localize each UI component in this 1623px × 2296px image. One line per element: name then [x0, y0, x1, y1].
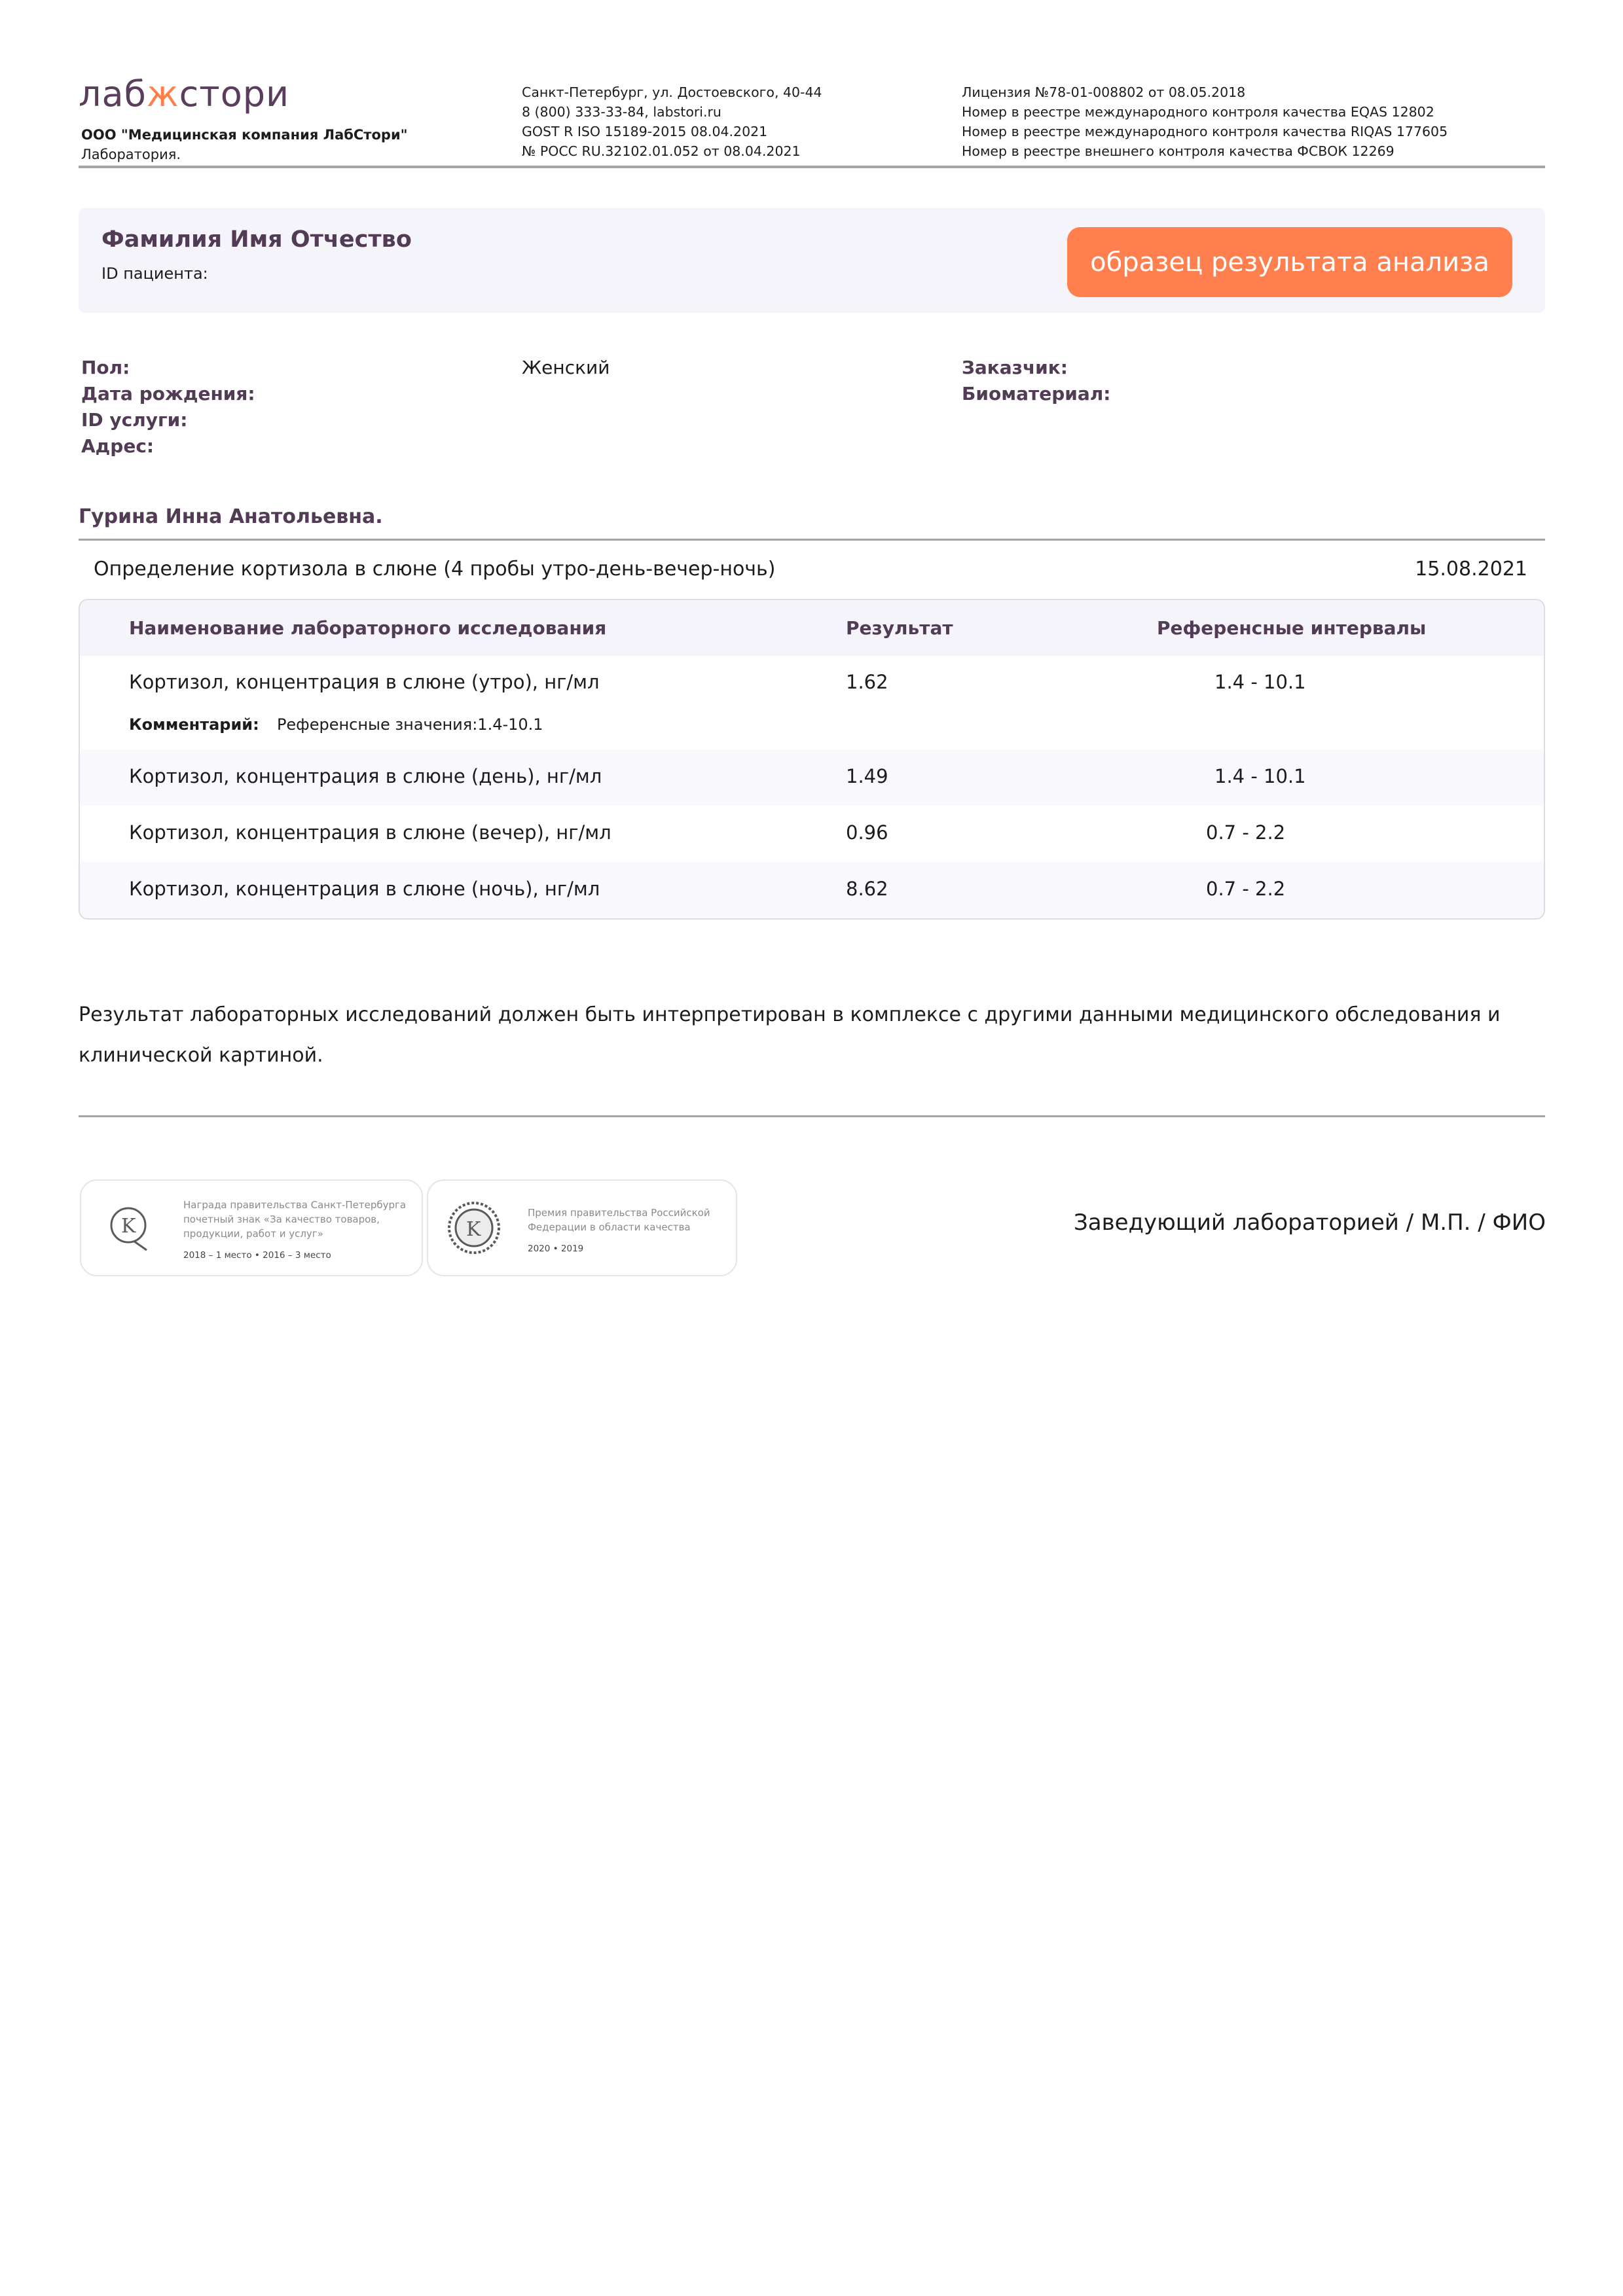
study-title: Определение кортизола в слюне (4 пробы утро-день-вечер-ночь)	[94, 558, 776, 581]
sex-value: Женский	[522, 357, 610, 378]
company-name: ООО "Медицинская компания ЛабСтори"	[81, 127, 408, 143]
butterfly-icon: ж	[146, 73, 179, 115]
sample-result-badge: образец результата анализа	[1067, 227, 1512, 297]
service-id-label: ID услуги:	[81, 409, 188, 431]
test-reference: 0.7 - 2.2	[1206, 878, 1286, 900]
contacts-block: Санкт-Петербург, ул. Достоевского, 40-44 8 (800) 333-33-84, labstori.ru GOST R ISO 15189-2015 08.04.2021 № РОСС RU.32102.01.052 от 08.04.2021	[522, 84, 822, 159]
sex-label: Пол:	[81, 357, 130, 378]
award-card-rf: K Премия правительства Российской Федерации в области качества 2020 • 2019	[427, 1179, 737, 1276]
test-result: 0.96	[846, 821, 888, 844]
test-name: Кортизол, концентрация в слюне (вечер), нг/мл	[129, 821, 611, 844]
study-date: 15.08.2021	[1415, 558, 1527, 581]
award-card-spb: K Награда правительства Санкт-Петербурга почетный знак «За качество товаров, продукции, работ и услуг» 2018 – 1 место • 2016 – 3 место	[80, 1179, 423, 1276]
comment-value: Референсные значения:1.4-10.1	[276, 715, 543, 734]
table-row	[80, 656, 1544, 749]
patient-name: Фамилия Имя Отчество	[101, 226, 412, 253]
footer-divider	[79, 1115, 1545, 1117]
header-divider	[79, 166, 1545, 168]
disclaimer-text: Результат лабораторных исследований должен быть интерпретирован в комплексе с другими данными медицинского обследования и клинической картиной.	[79, 1003, 1501, 1067]
birth-date-label: Дата рождения:	[81, 383, 255, 404]
table-header-row	[80, 600, 1544, 656]
test-reference: 1.4 - 10.1	[1214, 671, 1306, 693]
test-result: 1.49	[846, 765, 888, 787]
test-reference: 1.4 - 10.1	[1214, 765, 1306, 787]
quality-award-icon	[107, 1200, 153, 1253]
signature-line: Заведующий лабораторией / М.П. / ФИО	[1073, 1210, 1546, 1236]
address-label: Адрес:	[81, 435, 155, 457]
section-divider	[79, 539, 1545, 541]
results-table	[79, 599, 1545, 920]
test-name: Кортизол, концентрация в слюне (день), нг/мл	[129, 765, 602, 787]
svg-text:K: K	[466, 1218, 481, 1241]
table-row	[80, 749, 1544, 806]
test-reference: 0.7 - 2.2	[1206, 821, 1286, 844]
col-header-name: Наименование лабораторного исследования	[129, 617, 607, 639]
svg-text:K: K	[121, 1215, 136, 1238]
test-result: 1.62	[846, 671, 888, 693]
test-name: Кортизол, концентрация в слюне (ночь), нг/мл	[129, 878, 600, 900]
col-header-reference: Референсные интервалы	[1157, 617, 1427, 639]
company-subtitle: Лаборатория.	[81, 147, 181, 162]
government-award-icon	[447, 1200, 501, 1255]
table-row	[80, 806, 1544, 862]
patient-id-label: ID пациента:	[101, 264, 208, 283]
licenses-block: Лицензия №78-01-008802 от 08.05.2018 Номер в реестре международного контроля качества EQAS 12802 Номер в реестре международного контроля качества RIQAS 177605 Номер в реестре внешнего контроля качества ФСВОК 12269	[962, 84, 1448, 159]
customer-label: Заказчик:	[962, 357, 1068, 378]
test-name: Кортизол, концентрация в слюне (утро), нг/мл	[129, 671, 600, 693]
biomaterial-label: Биоматериал:	[962, 383, 1111, 404]
lab-logo: лабжстори	[79, 73, 290, 115]
doctor-name: Гурина Инна Анатольевна.	[79, 505, 383, 528]
comment-block	[129, 712, 543, 734]
col-header-result: Результат	[846, 617, 953, 639]
comment-label: Комментарий:	[129, 715, 259, 734]
table-row	[80, 862, 1544, 920]
test-result: 8.62	[846, 878, 888, 900]
